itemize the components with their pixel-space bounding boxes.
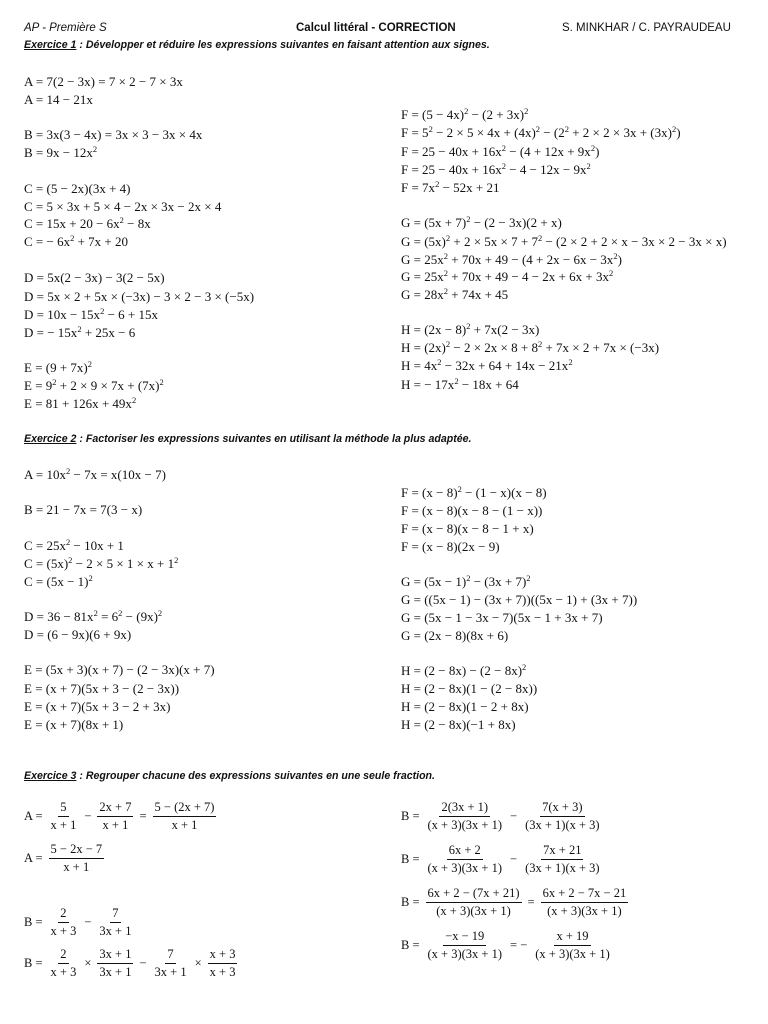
ex2-left-equation-line: E = (x + 7)(8x + 1)	[24, 717, 124, 732]
header-left: AP - Première S	[24, 22, 107, 34]
ex1-right-equation-line: $F = 25 - 40x + 16x^2 - 4 - 12x - 9x^2$	[401, 161, 591, 177]
exercise-1-number: Exercice 1	[24, 39, 77, 51]
ex1-right-equation-line: $G = 28x^2 + 74x + 45$	[401, 286, 509, 302]
ex3-fraction-equation	[401, 843, 605, 876]
fraction	[426, 843, 505, 876]
fraction-numerator: 2x + 7	[97, 800, 133, 817]
ex1-right-equation-line: H = − $17x^2 - 18x + 64$	[401, 376, 519, 392]
fraction-denominator: (x + 3)(3x + 1)	[547, 904, 622, 918]
ex3-lhs: B =	[24, 956, 43, 970]
ex2-left-equation-line: $C = (5x)^2 - 2 \times 5 \times 1 \times x + 1^2$	[24, 555, 179, 571]
fraction-numerator: 5 − 2x − 7	[49, 842, 105, 859]
operator: −	[84, 915, 92, 929]
ex1-left-equation-line: B = 3x(3 − 4x) = 3x × 3 − 3x × 4x	[24, 127, 203, 142]
ex2-right-equation-line: H = (2 − 8x)(1 − (2 − 8x))	[401, 681, 538, 696]
ex1-left-equation-line: C = (5 − 2x)(3x + 4)	[24, 181, 131, 196]
fraction-numerator: 7(x + 3)	[540, 800, 584, 817]
fraction	[97, 947, 133, 980]
ex1-right-equation-line: $H = (2x - 8)^2 + 7x(2 - 3x)$	[401, 321, 540, 337]
exercise-3-title	[24, 770, 435, 782]
ex2-right-equation-line: H = (2 − 8x)(−1 + 8x)	[401, 717, 516, 732]
fraction-denominator: x + 1	[171, 818, 198, 832]
ex3-lhs: B =	[401, 852, 420, 866]
ex2-left-equation-line: B = 21 − 7x = 7(3 − x)	[24, 502, 143, 517]
ex2-right-equation-line: $H = (2 - 8x) - (2 - 8x)^2$	[401, 662, 527, 678]
fraction-numerator: 2	[58, 906, 68, 923]
operator: −	[139, 956, 147, 970]
ex2-right-equation-line: G = (2x − 8)(8x + 6)	[401, 628, 509, 643]
fraction-denominator: (3x + 1)(x + 3)	[525, 861, 600, 875]
ex2-left-equation-line: E = (x + 7)(5x + 3 − (2 − 3x))	[24, 681, 180, 696]
fraction	[153, 800, 217, 833]
exercise-3-number: Exercice 3	[24, 770, 77, 782]
ex1-left-equation-line: C = 5 × 3x + 5 × 4 − 2x × 3x − 2x × 4	[24, 199, 222, 214]
ex2-left-equation-line: $D = 36 - 81x^2 = 6^2 - (9x)^2$	[24, 608, 163, 624]
operator: = −	[510, 938, 528, 952]
fraction-denominator: x + 3	[209, 965, 236, 979]
exercise-1-instruction: : Développer et réduire les expressions suivantes en faisant attention aux signes.	[76, 39, 490, 51]
operator: −	[84, 809, 92, 823]
fraction-denominator: x + 3	[50, 965, 77, 979]
operator: −	[510, 809, 518, 823]
fraction-numerator: x + 3	[208, 947, 238, 964]
fraction-numerator: 5	[58, 800, 68, 817]
ex2-right-equation-line: F = (x − 8)(x − 8 − 1 + x)	[401, 521, 534, 536]
fraction-denominator: (x + 3)(3x + 1)	[427, 861, 503, 875]
fraction-numerator: 2	[58, 947, 68, 964]
ex2-right-equation-line: G = (5x − 1 − 3x − 7)(5x − 1 + 3x + 7)	[401, 610, 603, 625]
fraction-numerator: 6x + 2 − (7x + 21)	[426, 886, 522, 903]
fraction	[426, 886, 522, 919]
header-title: Calcul littéral - CORRECTION	[296, 22, 456, 34]
ex1-right-equation-line: $G = (5x + 7)^2 - (2 - 3x)(2 + x)$	[401, 214, 562, 230]
ex2-left-equation-line: E = (x + 7)(5x + 3 − 2 + 3x)	[24, 699, 171, 714]
ex1-right-equation-line: $F = 5^2 - 2 \times 5 \times 4x + (4x)^2 - (2^2 + 2 \times 2 \times 3x + (3x)^2)$	[401, 124, 681, 140]
fraction-numerator: 5 − (2x + 7)	[153, 800, 217, 817]
ex1-right-equation-line: $H = 4x^2 - 32x + 64 + 14x - 21x^2$	[401, 357, 573, 373]
ex3-lhs: B =	[401, 938, 420, 952]
fraction-numerator: 7	[165, 947, 175, 964]
exercise-1-title	[24, 39, 490, 51]
ex1-left-equation-line: $E = 9^2 + 2 \times 9 \times 7x + (7x)^2$	[24, 377, 164, 393]
ex3-fraction-equation	[24, 906, 136, 939]
operator: ×	[194, 956, 202, 970]
ex3-fraction-equation	[24, 842, 107, 875]
operator: =	[139, 809, 147, 823]
fraction-denominator: x + 1	[63, 860, 90, 874]
ex1-left-equation-line: A = 14 − 21x	[24, 92, 93, 107]
ex2-right-equation-line: $F = (x - 8)^2 - (1 - x)(x - 8)$	[401, 484, 547, 500]
fraction	[523, 800, 602, 833]
fraction-denominator: 3x + 1	[99, 924, 132, 938]
ex1-right-equation-line: $F = (5 - 4x)^2 - (2 + 3x)^2$	[401, 106, 529, 122]
ex3-lhs: A =	[24, 851, 43, 865]
ex2-right-equation-line: F = (x − 8)(2x − 9)	[401, 539, 500, 554]
ex3-fraction-equation	[24, 800, 219, 833]
ex3-lhs: B =	[401, 809, 420, 823]
ex1-left-equation-line: A = 7(2 − 3x) = 7 × 2 − 7 × 3x	[24, 74, 183, 89]
fraction-denominator: (3x + 1)(x + 3)	[525, 818, 600, 832]
fraction-denominator: 3x + 1	[99, 965, 132, 979]
fraction-denominator: (x + 3)(3x + 1)	[427, 818, 503, 832]
ex1-left-equation-line: D = 5x × 2 + 5x × (−3x) − 3 × 2 − 3 × (−5x)	[24, 289, 255, 304]
fraction	[426, 929, 505, 962]
header-authors: S. MINKHAR / C. PAYRAUDEAU	[562, 22, 731, 34]
fraction	[49, 947, 79, 980]
ex2-right-equation-line: H = (2 − 8x)(1 − 2 + 8x)	[401, 699, 529, 714]
ex2-left-equation-line: E = (5x + 3)(x + 7) − (2 − 3x)(x + 7)	[24, 662, 215, 677]
ex1-right-equation-line: $F = 25 - 40x + 16x^2 - (4 + 12x + 9x^2)$	[401, 143, 600, 159]
fraction	[97, 906, 133, 939]
exercise-2-number: Exercice 2	[24, 433, 77, 445]
ex1-right-equation-line: $F = 7x^2 - 52x + 21$	[401, 179, 500, 195]
ex2-left-equation-line: $C = 25x^2 - 10x + 1$	[24, 537, 124, 553]
ex1-left-equation-line: $B = 9x - 12x^2$	[24, 144, 98, 160]
fraction-denominator: (x + 3)(3x + 1)	[427, 947, 503, 961]
ex1-left-equation-line: $E = (9 + 7x)^2$	[24, 359, 93, 375]
fraction-numerator: 2(3x + 1)	[439, 800, 490, 817]
ex1-left-equation-line: D = 5x(2 − 3x) − 3(2 − 5x)	[24, 270, 165, 285]
fraction-numerator: 6x + 2	[447, 843, 483, 860]
ex1-left-equation-line: D = − $15x^2 + 25x - 6$	[24, 324, 136, 340]
fraction	[541, 886, 629, 919]
fraction	[49, 906, 79, 939]
ex3-lhs: A =	[24, 809, 43, 823]
fraction-numerator: 6x + 2 − 7x − 21	[541, 886, 629, 903]
ex3-fraction-equation	[401, 800, 605, 833]
operator: ×	[84, 956, 92, 970]
ex2-left-equation-line: $A = 10x^2 - 7x = x(10x - 7)$	[24, 466, 166, 482]
fraction-numerator: 7x + 21	[541, 843, 583, 860]
ex3-lhs: B =	[24, 915, 43, 929]
fraction-numerator: 7	[110, 906, 120, 923]
fraction	[523, 843, 602, 876]
exercise-2-instruction: : Factoriser les expressions suivantes en utilisant la méthode la plus adaptée.	[76, 433, 472, 445]
fraction-denominator: x + 3	[50, 924, 77, 938]
ex1-left-equation-line: C = − $6x^2 + 7x + 20$	[24, 233, 129, 249]
ex1-left-equation-line: $E = 81 + 126x + 49x^2$	[24, 395, 137, 411]
fraction-numerator: −x − 19	[443, 929, 486, 946]
ex3-fraction-equation	[24, 947, 240, 980]
ex3-lhs: B =	[401, 895, 420, 909]
fraction	[533, 929, 612, 962]
operator: =	[527, 895, 535, 909]
ex1-right-equation-line: $G = 25x^2 + 70x + 49 - (4 + 2x - 6x - 3x^2)$	[401, 251, 622, 267]
ex1-right-equation-line: $G = (5x)^2 + 2 \times 5x \times 7 + 7^2 - (2 \times 2 + 2 \times x - 3x \times 2 - 3x \times x)$	[401, 233, 727, 249]
fraction	[49, 800, 79, 833]
ex1-left-equation-line: $D = 10x - 15x^2 - 6 + 15x$	[24, 306, 158, 322]
fraction	[49, 842, 105, 875]
ex3-fraction-equation	[401, 929, 615, 962]
exercise-3-instruction: : Regrouper chacune des expressions suivantes en une seule fraction.	[76, 770, 435, 782]
ex2-right-equation-line: G = ((5x − 1) − (3x + 7))((5x − 1) + (3x + 7))	[401, 592, 638, 607]
fraction-numerator: x + 19	[554, 929, 590, 946]
fraction-denominator: x + 1	[102, 818, 129, 832]
fraction-numerator: 3x + 1	[97, 947, 133, 964]
ex1-right-equation-line: $H = (2x)^2 - 2 \times 2x \times 8 + 8^2 + 7x \times 2 + 7x \times (-3x)$	[401, 339, 660, 355]
ex3-fraction-equation	[401, 886, 631, 919]
exercise-2-title	[24, 433, 471, 445]
fraction	[208, 947, 238, 980]
fraction-denominator: (x + 3)(3x + 1)	[436, 904, 511, 918]
ex1-right-equation-line: $G = 25x^2 + 70x + 49 - 4 - 2x + 6x + 3x^2$	[401, 268, 614, 284]
ex1-left-equation-line: $C = 15x + 20 - 6x^2 - 8x$	[24, 215, 151, 231]
ex2-right-equation-line: $G = (5x - 1)^2 - (3x + 7)^2$	[401, 573, 531, 589]
fraction	[153, 947, 189, 980]
ex2-left-equation-line: $C = (5x - 1)^2$	[24, 573, 93, 589]
fraction	[97, 800, 133, 833]
fraction-denominator: (x + 3)(3x + 1)	[535, 947, 610, 961]
operator: −	[510, 852, 518, 866]
ex2-right-equation-line: F = (x − 8)(x − 8 − (1 − x))	[401, 503, 543, 518]
fraction	[426, 800, 505, 833]
fraction-denominator: 3x + 1	[154, 965, 187, 979]
ex2-left-equation-line: D = (6 − 9x)(6 + 9x)	[24, 627, 132, 642]
fraction-denominator: x + 1	[50, 818, 77, 832]
